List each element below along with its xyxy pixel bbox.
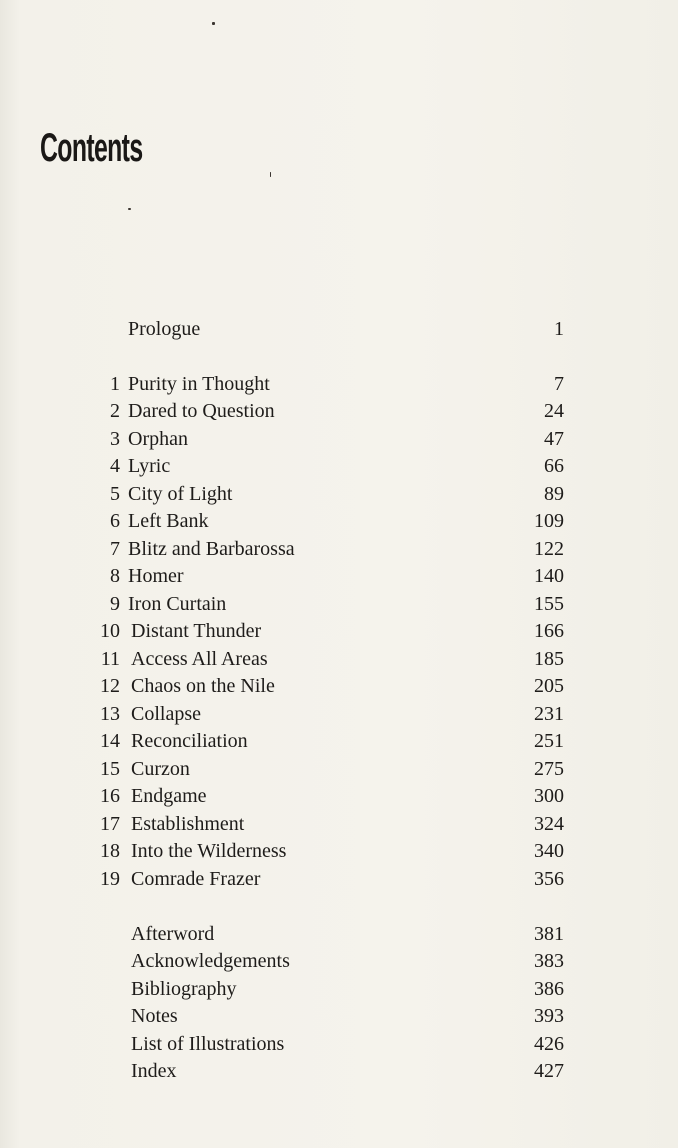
back-matter-title: Index xyxy=(131,1060,177,1082)
toc-chapter-row xyxy=(0,398,678,424)
back-matter-page: 386 xyxy=(534,978,564,1000)
ink-speck xyxy=(128,208,131,210)
chapter-number: 14 xyxy=(100,730,120,752)
toc-chapter-row xyxy=(0,728,678,754)
chapter-title: Chaos on the Nile xyxy=(131,675,275,697)
chapter-number: 1 xyxy=(110,373,120,395)
chapter-title: Purity in Thought xyxy=(128,373,270,395)
toc-back-matter-row xyxy=(0,1058,678,1084)
toc-chapter-row xyxy=(0,508,678,534)
chapter-title: Dared to Question xyxy=(128,400,275,422)
toc-chapter-row xyxy=(0,563,678,589)
toc-entry-page: 1 xyxy=(554,318,564,340)
back-matter-title: Afterword xyxy=(131,923,215,945)
ink-speck xyxy=(212,22,215,25)
chapter-page: 155 xyxy=(534,593,564,615)
back-matter-title: Notes xyxy=(131,1005,178,1027)
toc-chapter-row xyxy=(0,811,678,837)
chapter-page: 89 xyxy=(544,483,564,505)
chapter-page: 109 xyxy=(534,510,564,532)
back-matter-page: 393 xyxy=(534,1005,564,1027)
chapter-number: 7 xyxy=(110,538,120,560)
toc-chapter-row xyxy=(0,756,678,782)
chapter-number: 2 xyxy=(110,400,120,422)
toc-chapter-row xyxy=(0,371,678,397)
chapter-page: 300 xyxy=(534,785,564,807)
toc-back-matter-row xyxy=(0,1003,678,1029)
toc-chapter-row xyxy=(0,591,678,617)
chapter-page: 251 xyxy=(534,730,564,752)
chapter-page: 7 xyxy=(554,373,564,395)
toc-chapter-row xyxy=(0,453,678,479)
chapter-page: 275 xyxy=(534,758,564,780)
chapter-page: 140 xyxy=(534,565,564,587)
toc-chapter-row xyxy=(0,701,678,727)
chapter-page: 324 xyxy=(534,813,564,835)
back-matter-page: 427 xyxy=(534,1060,564,1082)
chapter-number: 10 xyxy=(100,620,120,642)
back-matter-title: Acknowledgements xyxy=(131,950,290,972)
chapter-title: Lyric xyxy=(128,455,171,477)
back-matter-title: List of Illustrations xyxy=(131,1033,285,1055)
toc-back-matter-row xyxy=(0,921,678,947)
chapter-page: 24 xyxy=(544,400,564,422)
toc-chapter-row xyxy=(0,646,678,672)
back-matter-page: 383 xyxy=(534,950,564,972)
chapter-title: Access All Areas xyxy=(131,648,268,670)
toc-chapter-row xyxy=(0,536,678,562)
chapter-title: Comrade Frazer xyxy=(131,868,261,890)
toc-chapter-row xyxy=(0,426,678,452)
chapter-page: 166 xyxy=(534,620,564,642)
chapter-number: 15 xyxy=(100,758,120,780)
chapter-page: 231 xyxy=(534,703,564,725)
chapter-title: Collapse xyxy=(131,703,201,725)
chapter-number: 3 xyxy=(110,428,120,450)
back-matter-page: 381 xyxy=(534,923,564,945)
chapter-page: 185 xyxy=(534,648,564,670)
toc-chapter-row xyxy=(0,838,678,864)
chapter-title: Distant Thunder xyxy=(131,620,262,642)
toc-back-matter-row xyxy=(0,976,678,1002)
chapter-page: 356 xyxy=(534,868,564,890)
toc-entry-label: Prologue xyxy=(128,318,201,340)
chapter-number: 16 xyxy=(100,785,120,807)
ink-speck xyxy=(270,172,271,177)
chapter-number: 19 xyxy=(100,868,120,890)
chapter-title: Establishment xyxy=(131,813,245,835)
toc-chapter-row xyxy=(0,618,678,644)
chapter-page: 66 xyxy=(544,455,564,477)
chapter-number: 18 xyxy=(100,840,120,862)
chapter-title: Blitz and Barbarossa xyxy=(128,538,295,560)
chapter-title: Orphan xyxy=(128,428,188,450)
chapter-number: 4 xyxy=(110,455,120,477)
chapter-number: 12 xyxy=(100,675,120,697)
toc-back-matter-row xyxy=(0,948,678,974)
chapter-page: 122 xyxy=(534,538,564,560)
chapter-page: 340 xyxy=(534,840,564,862)
chapter-number: 11 xyxy=(100,648,120,670)
page-title: Contents xyxy=(40,126,143,170)
toc-back-matter-row xyxy=(0,1031,678,1057)
chapter-title: City of Light xyxy=(128,483,233,505)
back-matter-page: 426 xyxy=(534,1033,564,1055)
chapter-title: Into the Wilderness xyxy=(131,840,287,862)
chapter-title: Endgame xyxy=(131,785,207,807)
chapter-number: 9 xyxy=(110,593,120,615)
back-matter-title: Bibliography xyxy=(131,978,237,1000)
chapter-title: Curzon xyxy=(131,758,190,780)
toc-chapter-row xyxy=(0,673,678,699)
toc-chapter-row xyxy=(0,866,678,892)
chapter-number: 5 xyxy=(110,483,120,505)
chapter-number: 8 xyxy=(110,565,120,587)
toc-chapter-row xyxy=(0,481,678,507)
chapter-number: 6 xyxy=(110,510,120,532)
chapter-number: 13 xyxy=(100,703,120,725)
chapter-page: 47 xyxy=(544,428,564,450)
toc-chapter-row xyxy=(0,783,678,809)
chapter-title: Iron Curtain xyxy=(128,593,227,615)
chapter-number: 17 xyxy=(100,813,120,835)
chapter-title: Left Bank xyxy=(128,510,209,532)
chapter-title: Reconciliation xyxy=(131,730,248,752)
chapter-page: 205 xyxy=(534,675,564,697)
chapter-title: Homer xyxy=(128,565,184,587)
toc-entry-prologue xyxy=(0,316,678,342)
